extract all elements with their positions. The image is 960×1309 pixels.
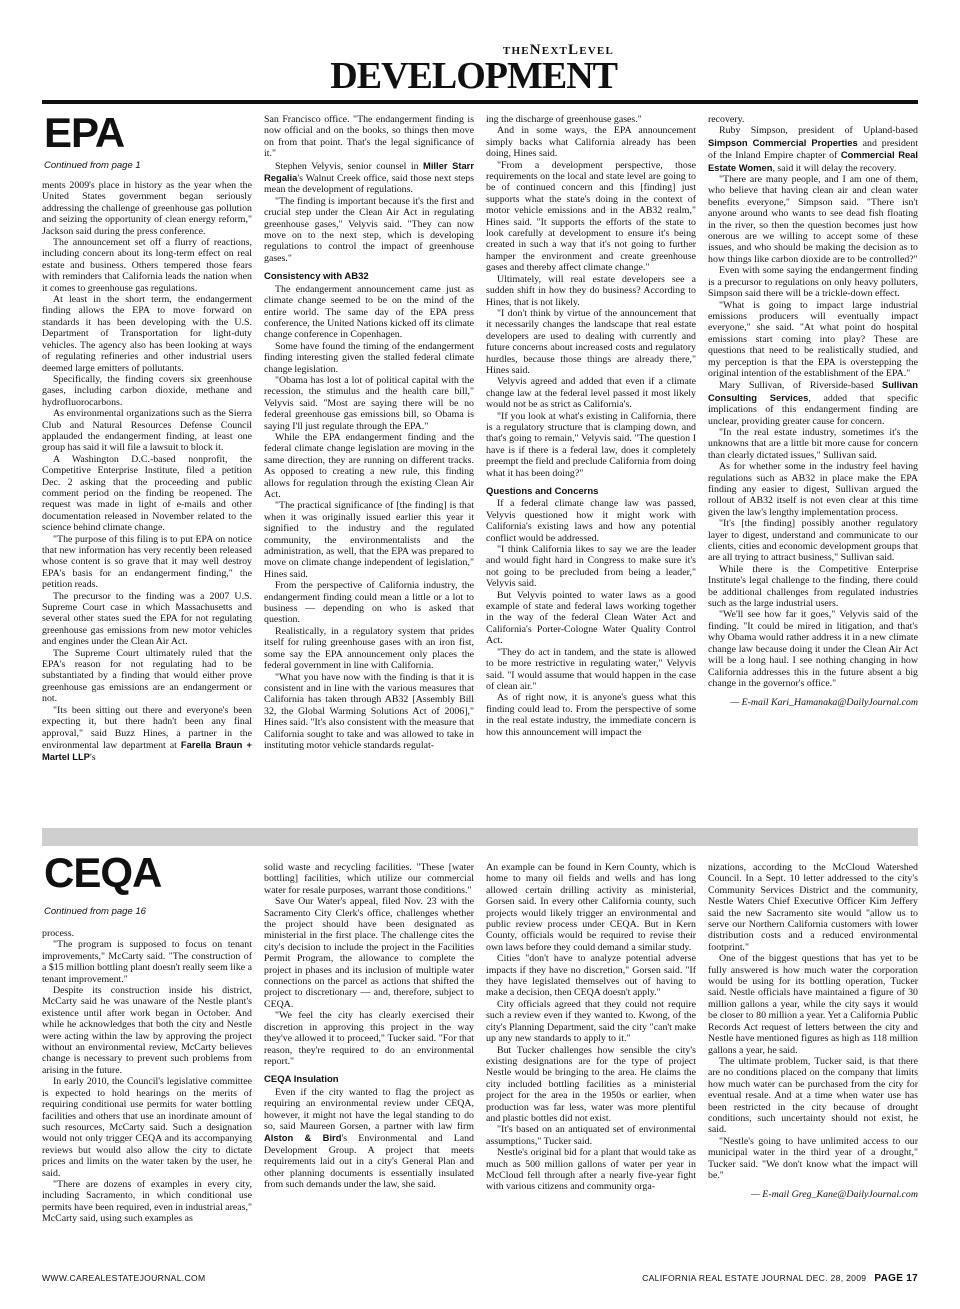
paragraph: While there is the Competitive Enterprise Institute's legal challenge to the finding, there could be additional challenges from regulated industries such as the large industrial users. [708,563,918,610]
paragraph: process. [42,928,75,939]
author-email: — E-mail Greg_Kane@DailyJournal.com [751,1189,918,1201]
paragraph: Despite its construction inside his district, McCarty said he was unaware of the Nestle plant's existence until after work began in October. And while he acknowledges that both the city and Nestle were acting within the law by approving the project without an environmental review, McCarty believes change is necessary to prevent such problems from arising in the future. [42,985,252,1076]
column-3 [486,114,696,826]
paragraph: The announcement set off a flurry of reactions, including concern about its long-term effect on real estate and business. Others tempered those fears with reminders that California leads the nation when it comes to greenhouse gas regulations. [42,237,252,294]
paragraph: "I think California likes to say we are the leader and would fight hard in Congress to make sure it's not going to be precluded from being a leader," Velyvis said. [486,544,696,590]
paragraph: "I don't think by virtue of the announcement that it necessarily changes the landscape that real estate developers are used to dealing with currently and future concerns about increased costs and regulatory hurdles, because those things are already there," Hines said. [486,307,696,376]
paragraph: "We feel the city has clearly exercised their discretion in approving this project in the way they've allowed it to proceed," Tucker said. "For that reason, they're required to do an environmental report." [264,1010,474,1067]
author-email: — E-mail Kari_Hamanaka@DailyJournal.com [730,697,918,709]
paragraph: City officials agreed that they could not require such a review even if they wanted to. Kwong, of the city's Planning Department, said the city "can't make up any new standards to apply to it." [486,998,696,1045]
header-rule [42,100,918,104]
paragraph: Ruby Simpson, president of Upland-based Simpson Commercial Properties and president of the Inland Empire chapter of Commercial Real Estate Women, said it will delay the recovery. [708,125,918,174]
paragraph: Specifically, the finding covers six greenhouse gases, including carbon dioxide, methane and hydrofluorocarbons. [42,373,252,408]
paragraph: A Washington D.C.-based nonprofit, the Competitive Enterprise Institute, filed a petition Dec. 2 asking that the proceeding and public comment period on the finding be reopened. The request was made in light of e-mails and other documentation released in November related to the science behind climate change. [42,453,252,534]
paragraph: Nestle's original bid for a plant that would take as much as 500 million gallons of water per year in McCloud fell through after a nearly five-year fight with various citizens and community orga- [486,1147,696,1193]
paragraph: The Supreme Court ultimately ruled that the EPA's reason for not regulating had to be substantiated by a finding that would either prove greenhouse gas emissions are an endangerment or not. [42,647,252,705]
paragraph: "There are many people, and I am one of them, who believe that having clean air and clean water benefits everyone," Simpson said. "There isn't anyone around who wants to see dead fish floating in the river, so then the question becomes just how onerous are we willing to accept some of these issues, and who should be making the decision as to how things like carbon dioxide are to be controlled?" [708,174,918,265]
column-4 [708,114,918,826]
column-3 [486,862,696,1272]
paragraph: "Nestle's going to have unlimited access to our municipal water in the third year of a drought," Tucker said. "We don't know what the impact will be." [708,1135,918,1181]
column-2 [264,114,474,826]
story-headline: EPA [44,109,125,156]
paragraph: solid waste and recycling facilities. "These [water bottling] facilities, which utilize our commercial water for resale purposes, warrant those conditions." [264,862,474,896]
paragraph: An example can be found in Kern County, which is home to many oil fields and wells and has long allowed certain drilling activity as ministerial, Gorsen said. In every other California county, such projects would likely trigger an environmental and public review process under CEQA. But in Kern County, officials would be required to revise their own laws before they could demand a similar study. [486,862,696,953]
paragraph: If a federal climate change law was passed, Velyvis questioned how it might work with California's existing laws and how any potential conflict would be addressed. [486,498,696,544]
section-title: DEVELOPMENT [330,55,617,97]
paragraph: "They do act in tandem, and the state is allowed to be more restrictive in regulating water," Velyvis said. "I would assume that would happen in the case of clean air." [486,646,696,692]
paragraph: Some have found the timing of the endangerment finding interesting given the stalled federal climate change legislation. [264,340,474,375]
paragraph: Even with some saying the endangerment finding is a precursor to regulations on only heavy polluters, Simpson said there will be a trickle-down effect. [708,265,918,300]
paragraph: "What you have now with the finding is that it is consistent and in line with the various measures that California has taken through AB32 [Assembly Bill 32, the Global Warming Solutions Act of 2006]," Hines said. "It's also consistent with the measure that California sought to take and was allowed to take in instituting motor vehicle standards regulat- [264,671,474,751]
paragraph: recovery. [708,114,745,125]
paragraph: "Its been sitting out there and everyone's been expecting it, but there hadn't been any final approval," said Buzz Hines, a partner in the environmental law department at Farella Braun + Martel LLP's [42,704,252,764]
page-number: PAGE 17 [874,1273,918,1284]
paragraph: Cities "don't have to analyze potential adverse impacts if they have no discretion," Gorsen said. "If they have legislated themselves out of having to make a decision, then CEQA doesn't apply." [486,953,696,999]
paragraph: Mary Sullivan, of Riverside-based Sullivan Consulting Services, added that specific implications of this endangerment finding are unclear, providing greater cause for concern. [708,379,918,427]
subhead: Consistency with AB32 [264,271,369,283]
paragraph: Stephen Velyvis, senior counsel in Miller Starr Regalia's Walnut Creek office, said those next steps mean the development of regulations. [264,159,474,196]
paragraph: The precursor to the finding was a 2007 U.S. Supreme Court case in which Massachusetts and several other states sued the EPA for not regulating greenhouse gas emissions from new motor vehicles and engines under the Clean Air Act. [42,590,252,648]
paragraph: "What is going to impact large industrial emissions producers will eventually impact everyone," she said. "At what point do hospital emissions start coming into play? These are questions that need to be realistically studied, and my perception is that the EPA is overstepping the original intention of the establishment of the EPA." [708,299,918,379]
paragraph: San Francisco office. "The endangerment finding is now official and on the books, so things then move on from that point. That's the legal significance of it." [264,114,474,160]
paragraph: The endangerment announcement came just as climate change seemed to be on the mind of the entire world. The same day of the EPA press conference, the United Nations kicked off its climate change conference in Copenhagen. [264,283,474,341]
story-headline: CEQA [44,849,162,896]
paragraph: Even if the city wanted to flag the project as requiring an environmental review under CEQA, however, it might not have the legal standing to do so, said Maureen Gorsen, a partner with law firm Alston & Bird's Environmental and Land Development Group. A project that meets requirements laid out in a city's General Plan and other planning documents is essentially insulated from such demands under the law, she said. [264,1086,474,1190]
paragraph: "We'll see how far it goes," Velyvis said of the finding. "It could be mired in litigation, and that's why Obama would rather address it in a new climate change law because doing it under the Clean Air Act will be a long haul. I see nothing changing in how California addresses this in the future absent a big change in the governor's office." [708,609,918,689]
paragraph: "There are dozens of examples in every city, including Sacramento, in which conditional use permits have been required, even in industrial areas," McCarty said, using such examples as [42,1178,252,1225]
paragraph: Save Our Water's appeal, filed Nov. 23 with the Sacramento City Clerk's office, challenges whether the project should have been designated as ministerial in the first place. The challenge cites the city's decision to include the project in the Facilities Permit Program, the allowance to complete the project in phases and its inclusion of multiple water connections on the parcel as actions that shifted the project to discretionary — and, therefore, subject to CEQA. [264,896,474,1010]
column-1 [42,180,252,826]
paragraph: "It's based on an antiquated set of environmental assumptions," Tucker said. [486,1124,696,1147]
paragraph: Ultimately, will real estate developers see a sudden shift in how they do business? According to Hines, that is not likely. [486,273,696,308]
paragraph: "From a development perspective, those requirements on the local and state level are going to be of continued concern and this [finding] just supports what the state's doing in the context of motor vehicle emissions and in the AB32 realm," Hines said. "It supports the efforts of the state to look carefully at development to ensure it's being created in such a way that it's not going to further hamper the environment and create greenhouse gases and thereby affect climate change." [486,159,696,274]
paragraph: As of right now, it is anyone's guess what this finding could lead to. From the perspective of some in the real estate industry, the immediate concern is how this announcement will impact the [486,692,696,738]
section-header [0,38,960,102]
story-divider [42,828,918,846]
paragraph: From the perspective of California industry, the endangerment finding could mean a little or a lot to business — depending on who is asked that question. [264,580,474,626]
paragraph: ing the discharge of greenhouse gases." [486,114,642,125]
paragraph: nizations, according to the McCloud Watershed Council. In a Sept. 10 letter addressed to the city's Community Services District and the community, Nestle Waters Chief Executive Officer Kim Jeffery said the new Sacramento site would "allow us to serve our Northern California customers with lower distribution costs and a reduced environmental footprint." [708,862,918,953]
paragraph: "If you look at what's existing in California, there is a regulatory structure that is clamping down, and that's going to remain," Velyvis said. "The question I have is if there is a federal law, does it completely preempt the field and preclude California from doing what it has been doing?" [486,410,696,479]
continued-note: Continued from page 1 [44,160,141,171]
paragraph: The ultimate problem, Tucker said, is that there are no conditions placed on the company that limits how much water can be purchased from the city for eventual resale. And at a time when water use has been restricted in the city because of drought conditions, such uncertainty should not exist, he said. [708,1055,918,1136]
section-kicker: THENEXTLEVEL [502,42,614,58]
paragraph: Velyvis agreed and added that even if a climate change law at the federal level passed it most likely would not be as strict as California's. [486,376,696,411]
continued-note: Continued from page 16 [44,906,146,917]
footer-publication: CALIFORNIA REAL ESTATE JOURNAL DEC. 28, 2009 PAGE 17 [642,1273,918,1284]
subhead: Questions and Concerns [486,486,599,497]
paragraph: Realistically, in a regulatory system that prides itself for ruling greenhouse gases with an iron fist, some say the EPA announcement only places the federal government in line with California. [264,625,474,672]
paragraph: ments 2009's place in history as the year when the United States government began seriously addressing the challenge of greenhouse gas pollution and seizing the opportunity of clean energy reform," Jackson said during the press conference. [42,180,252,237]
paragraph: In early 2010, the Council's legislative committee is expected to hold hearings on the merits of requiring conditional use permits for water bottling facilities and others that use an inordinate amount of such resources, McCarty said. Such a designation would not only trigger CEQA and its accompanying reviews but would also allow the city to dictate prices and limits on the water taken by the user, he said. [42,1076,252,1179]
story-epa [42,110,918,826]
subhead: CEQA Insulation [264,1074,339,1086]
paragraph: "The finding is important because it's the first and crucial step under the Clean Air Act in regulating greenhouse gases," Velyvis said. "They can now move on to the next step, which is developing regulations to control the impact of greenhouse gases." [264,195,474,264]
paragraph: One of the biggest questions that has yet to be fully answered is how much water the corporation would be using for its bottling operation, Tucker said. Nestle officials have maintained a figure of 30 million gallons a year, while the city says it would be closer to 80 million a year. Yet a California Public Records Act request of letters between the city and Nestle have mentioned figures as high as 118 million gallons a year, he said. [708,953,918,1056]
paragraph: While the EPA endangerment finding and the federal climate change legislation are moving in the same direction, they are running on different tracks. As opposed to creating a new rule, this finding allows for regulation through the existing Clean Air Act. [264,431,474,500]
paragraph: At least in the short term, the endangerment finding allows the EPA to move forward on standards it has been developing with the U.S. Department of Transportation for light-duty vehicles. The agency also has been looking at ways of regulating refineries and other industrial users deemed large emitters of pollutants. [42,294,252,374]
paragraph: "The program is supposed to focus on tenant improvements," McCarty said. "The construction of a $15 million bottling plant doesn't really seem like a tenant improvement." [42,939,252,985]
footer-website: WWW.CAREALESTATEJOURNAL.COM [42,1273,206,1283]
column-2 [264,862,474,1272]
paragraph: As for whether some in the industry feel having regulations such as AB32 in place make the EPA finding any easier to digest, Sullivan argued the rollout of AB32 itself is not even clear at this time given the law's lengthy implementation process. [708,461,918,518]
column-4 [708,862,918,1272]
paragraph: As environmental organizations such as the Sierra Club and Natural Resources Defense Council applauded the endangerment finding, at least one group has said it will file a lawsuit to block it. [42,408,252,454]
story-ceqa [42,850,918,1272]
paragraph: "Obama has lost a lot of political capital with the recession, the stimulus and the health care bill," Velyvis said. "Most are saying there will be no federal greenhouse gas emissions bill, so Obama is saying I'll just regulate through the EPA." [264,374,474,432]
paragraph: "It's [the finding] possibly another regulatory layer to digest, understand and communicate to our clients, cities and economic development groups that are all trying to attract business," Sullivan said. [708,518,918,564]
paragraph: "The purpose of this filing is to put EPA on notice that new information has very recently been released whose content is so grave that it may well destroy EPA's basis for an endangerment finding," the petition reads. [42,533,252,591]
column-1 [42,928,252,1272]
paragraph: And in some ways, the EPA announcement simply backs what California already has been doing, Hines said. [486,125,696,160]
paragraph: "In the real estate industry, sometimes it's the unknowns that are a little bit more cause for concern than clearly dictated issues," Sullivan said. [708,426,918,461]
paragraph: But Velyvis pointed to water laws as a good example of state and federal laws working together in the way of the federal Clean Water Act and California's Porter-Cologne Water Quality Control Act. [486,589,696,647]
paragraph: "The practical significance of [the finding] is that when it was originally issued earlier this year it signified to the industry and the regulated community, the environmentalists and the administration, as well, that the EPA was prepared to move on climate change independent of legislation," Hines said. [264,500,474,580]
paragraph: But Tucker challenges how sensible the city's existing designations are for the type of project Nestle would be bringing to the area. He claims the city included bottling facilities as a ministerial project for the area in the 1950s or earlier, when production was far less, water was more plentiful and plastic bottles did not exist. [486,1044,696,1124]
page-footer [42,1273,918,1287]
